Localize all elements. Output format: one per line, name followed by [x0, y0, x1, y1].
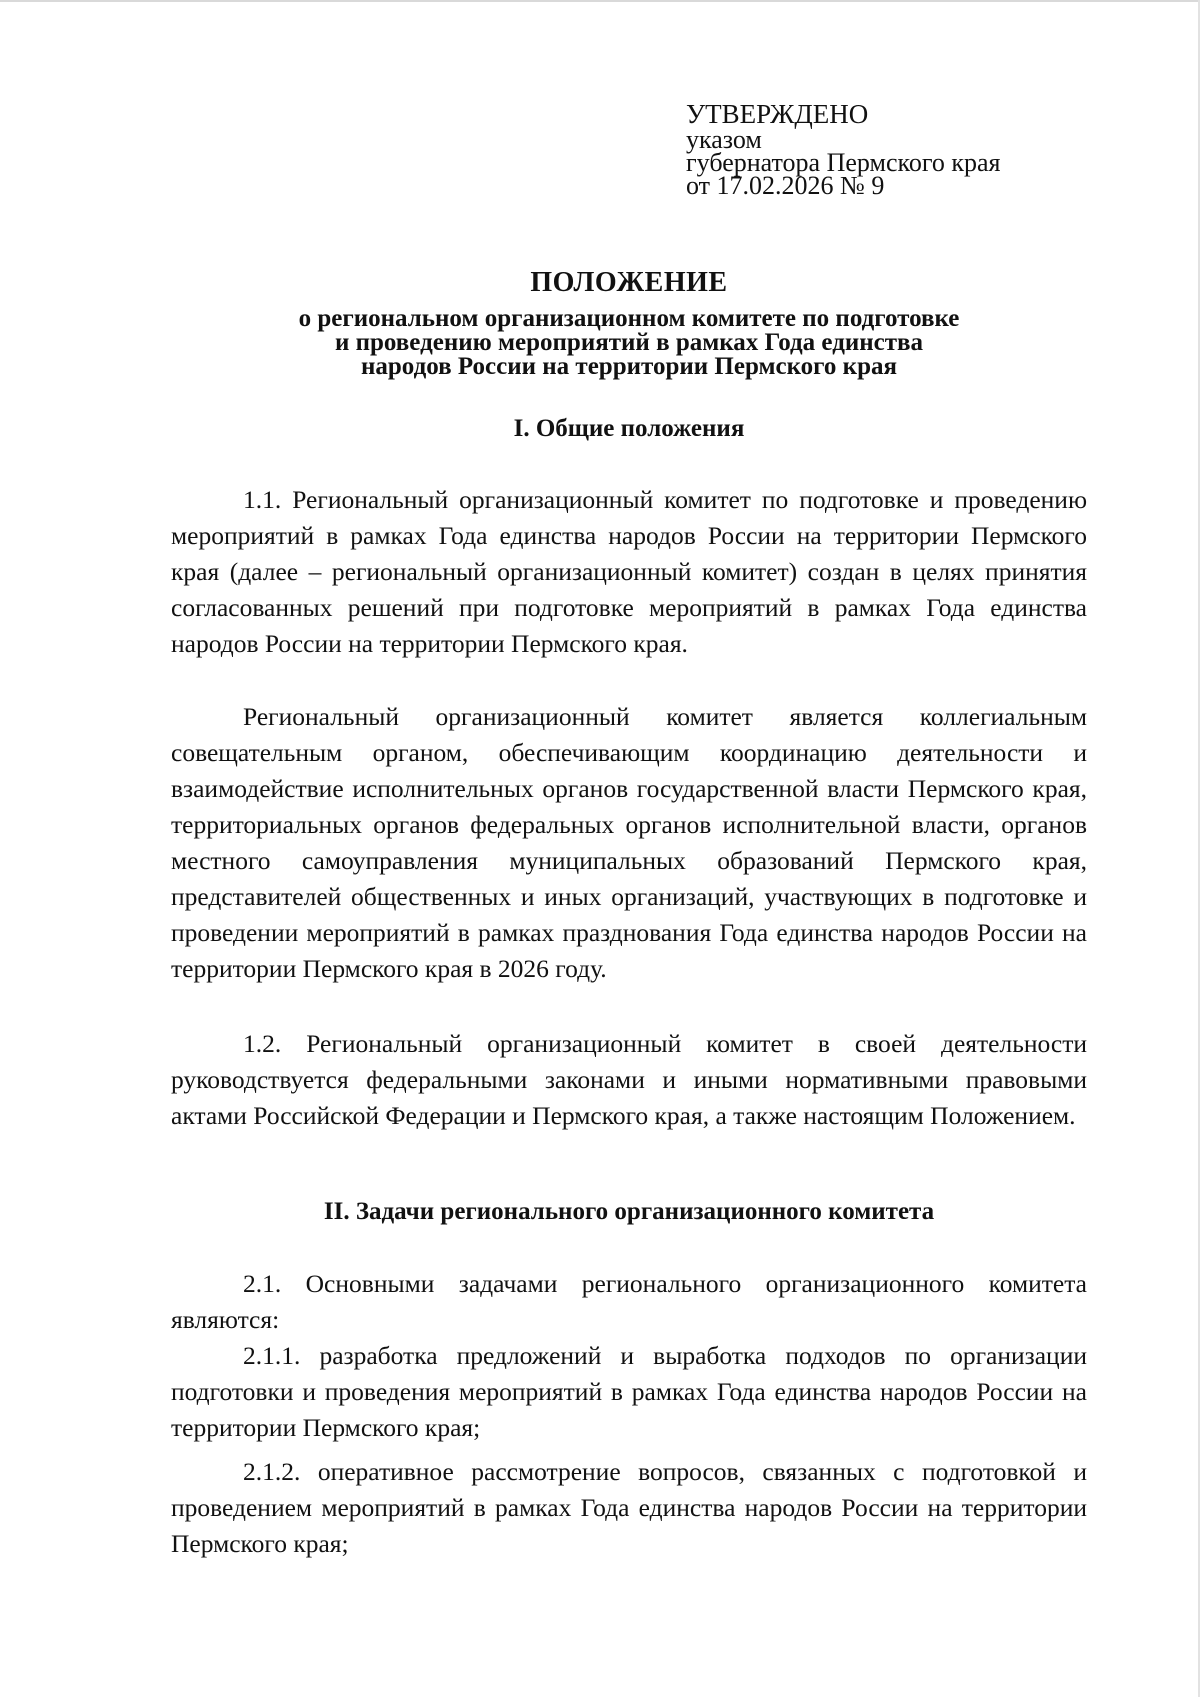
subtitle-line: народов России на территории Пермского края — [361, 353, 897, 380]
paragraph-text: Региональный организационный комитет является коллегиальным совещательным органом, обеспечивающим координацию деятельности и взаимодействие исполнительных органов государственной власти Пермского края, территориальных органов федеральных органов исполнительной власти, органов местного самоуправления муниципальных образований Пермского края, представителей общественных и иных организаций, участвующих в подготовке и проведении мероприятий в рамках празднования Года единства народов России на территории Пермского края в 2026 году. — [171, 702, 1087, 983]
paragraph — [171, 699, 1087, 987]
subtitle-line: и проведению мероприятий в рамках Года единства — [334, 329, 924, 356]
paragraph — [171, 1266, 1087, 1338]
approval-issuer: губернатора Пермского края — [686, 148, 1001, 177]
document-title: ПОЛОЖЕНИЕ — [530, 267, 728, 298]
section-heading-general: I. Общие положения — [513, 415, 745, 442]
paragraph — [171, 1026, 1087, 1134]
paragraph — [171, 482, 1087, 662]
section-heading-tasks: II. Задачи регионального организационного комитета — [323, 1198, 935, 1225]
approval-stamp-block — [686, 99, 1106, 200]
paragraph — [171, 1338, 1087, 1446]
paragraph-text: 2.1. Основными задачами регионального организационного комитета являются: — [171, 1269, 1087, 1334]
paragraph-text: 2.1.1. разработка предложений и выработка подходов по организации подготовки и проведения мероприятий в рамках Года единства народов России на территории Пермского края; — [171, 1341, 1087, 1442]
paragraph-text: 1.2. Региональный организационный комитет в своей деятельности руководствуется федеральными законами и иными нормативными правовыми актами Российской Федерации и Пермского края, а также настоящим Положением. — [171, 1029, 1087, 1130]
scan-edge-top — [0, 0, 1200, 2]
approval-heading: УТВЕРЖДЕНО — [686, 99, 869, 129]
paragraph-text: 2.1.2. оперативное рассмотрение вопросов, связанных с подготовкой и проведением мероприятий в рамках Года единства народов России на территории Пермского края; — [171, 1457, 1087, 1558]
approval-date-number: от 17.02.2026 № 9 — [686, 171, 885, 200]
approval-decree-type: указом — [686, 125, 762, 154]
paragraph-text: 1.1. Региональный организационный комитет по подготовке и проведению мероприятий в рамках Года единства народов России на территории Пермского края (далее – региональный организационный комитет) создан в целях принятия согласованных решений при подготовке мероприятий в рамках Года единства народов России на территории Пермского края. — [171, 485, 1087, 658]
paragraph — [171, 1454, 1087, 1562]
subtitle-line: о региональном организационном комитете по подготовке — [298, 305, 960, 332]
document-subtitle — [170, 307, 1088, 379]
